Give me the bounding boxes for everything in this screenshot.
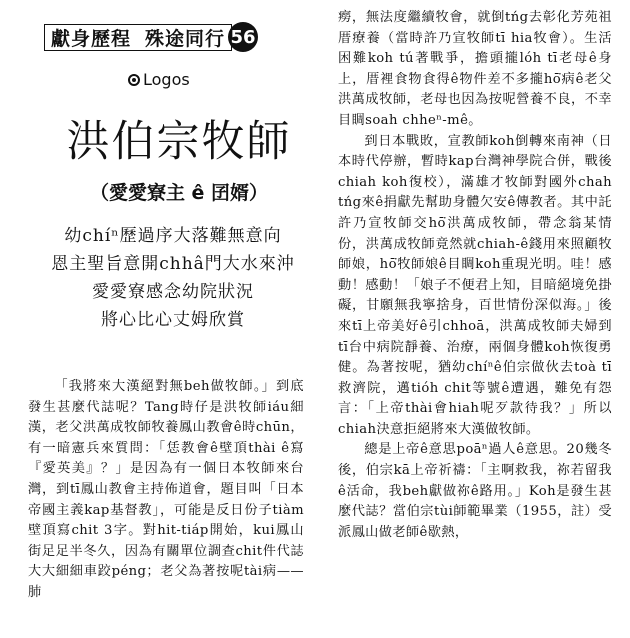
series-number-badge: 56 [228, 22, 258, 52]
poem-line: 愛愛寮感念幼院狀況 [92, 282, 254, 302]
author-name: Logos [143, 70, 190, 89]
author-byline [128, 70, 190, 89]
bullet-circle-icon [128, 74, 140, 86]
article-title: 洪伯宗牧師 [66, 117, 292, 167]
series-label-box [44, 24, 232, 51]
series-header [44, 22, 258, 52]
body-paragraph: 癆，無法度繼續牧會，就倒tńg去彰化芳苑祖厝療養（當時許乃宣牧師tī hia牧會）。生活困難koh tú著戰爭，擔頭攏lóh tī老母ê身上，厝裡食物食得ê物件差不多攏hō͘病ê老父洪萬成牧師，老母也因為按呢營養不良，不幸目睭soah chheⁿ-mê。 [338, 10, 612, 128]
poem-line: 恩主聖旨意開chhâ門大水來沖 [51, 254, 295, 274]
poem-block [48, 222, 298, 334]
poem-line: 將心比心丈姆欣賞 [101, 310, 245, 330]
body-paragraph: 總是上帝ê意思poāⁿ過人ê意思。20幾冬後，伯宗kā上帝祈禱：「主啊救我，祢若留我ê活命，我beh獻做祢ê路用。」Koh是發生甚麼代誌？當伯宗tùi師範畢業（1955，註）受派鳳山做老師ê歇熱， [338, 442, 612, 540]
series-label-part1: 獻身歷程 [51, 27, 132, 50]
body-column-left [28, 377, 304, 635]
article-subtitle: （愛愛寮主 ê 囝婿） [89, 182, 269, 204]
body-paragraph: 到日本戰敗，宣教師koh倒轉來南神（日本時代停辦，暫時kap台灣神學院合併，戰後chiah koh復校），滿雄才牧師對國外chah tńg來ê捐獻先幫助身體欠安ê傳教者。其中託許乃宣牧師交hō͘洪萬成牧師，帶念翁某情份，洪萬成牧師竟然就chiah-ê錢用來照顧牧師娘，hō͘牧師娘ê目睭koh重現光明。哇！感動！感動！「娘子不便君上知，目暗絕境免掛礙，甘願無我寧捨身，百世情份深似海。」後來tī上帝美好ê引chhoā，洪萬成牧師夫婦到tī台中病院靜養、治療，兩個身體koh恢復勇健。為著按呢，猶幼chíⁿê伯宗做伙去toà tī救濟院，邁tióh chit等號ê遭遇，難免有怨言：「上帝thài會hiah呢歹款待我？」所以chiah決意拒絕將來大漢做牧師。 [338, 133, 612, 437]
poem-line: 幼chíⁿ歷過序大落難無意向 [64, 226, 282, 246]
body-column-right [338, 8, 612, 634]
body-paragraph: 「我將來大漢絕對無beh做牧師。」到底發生甚麼代誌呢？Tang時仔是洪牧師iáu細漢，老父洪萬成牧師牧養鳳山教會ê時chūn，有一暗憲兵來質問：「恁教會ê壁頂thài ê寫『愛英美』？」是因為有一個日本牧師來台灣，到tī鳳山教會主持佈道會，題目叫「日本帝國主義kap基督教」，可能是反日份子tiàm壁頂寫chit 3字。對hit-tiáp開始，kui鳳山街足足半冬久，因為有關單位調查chit件代誌大大細細車跤péng；老父為著按呢tài病——肺 [28, 379, 304, 600]
series-label-part2: 殊途同行 [145, 27, 226, 50]
